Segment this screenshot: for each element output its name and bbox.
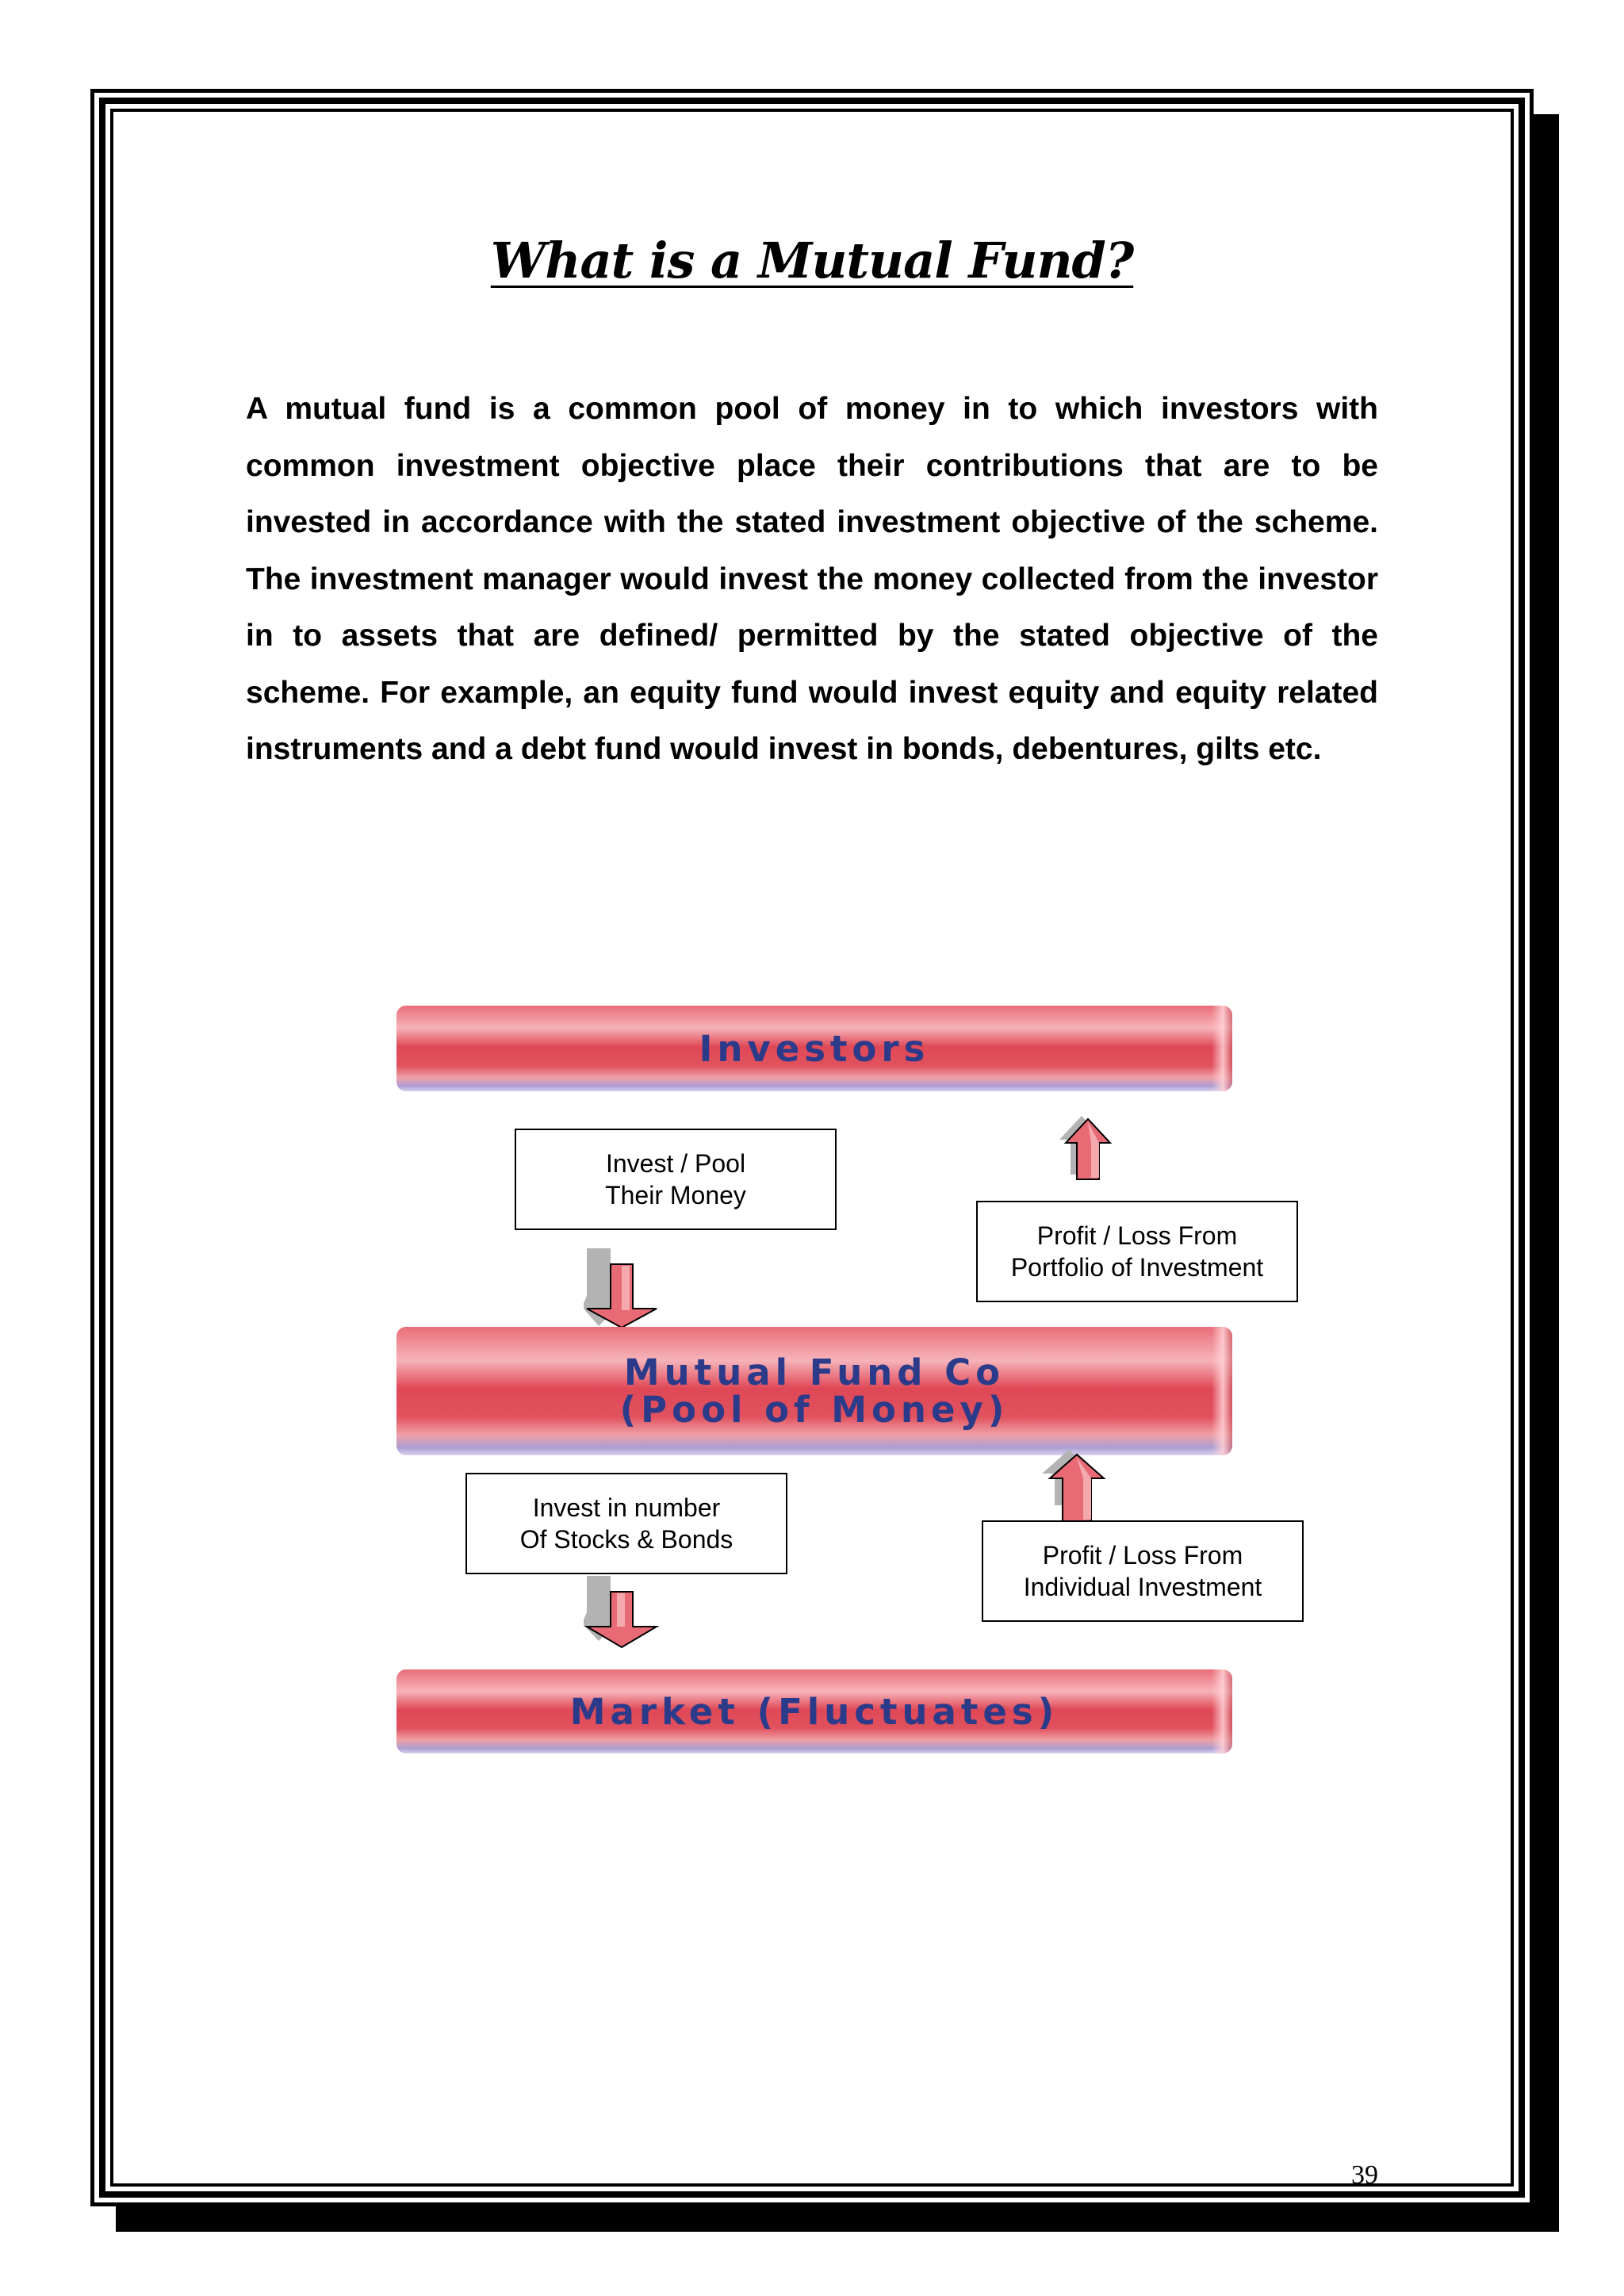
mutual-fund-bar [396, 1327, 1232, 1455]
profit-individual-line-1: Profit / Loss From [1042, 1541, 1243, 1570]
page-number: 39 [1351, 2160, 1378, 2190]
market-label: Market (Fluctuates) [569, 1690, 1059, 1733]
arrow-down-icon [584, 1574, 671, 1649]
arrow-up-icon [1040, 1445, 1120, 1521]
page-title [0, 232, 1624, 289]
mutual-fund-label-line-1: Mutual Fund Co [623, 1351, 1005, 1393]
profit-portfolio-box [976, 1201, 1298, 1302]
arrow-up-icon [1051, 1098, 1123, 1182]
invest-stocks-line-1: Invest in number [532, 1493, 721, 1522]
profit-portfolio-line-2: Portfolio of Investment [1010, 1253, 1264, 1282]
mutual-fund-label-line-2: (Pool of Money) [619, 1389, 1009, 1431]
profit-portfolio-line-1: Profit / Loss From [1036, 1221, 1238, 1250]
market-bar [396, 1669, 1232, 1754]
invest-pool-box [515, 1129, 837, 1230]
intro-paragraph: A mutual fund is a common pool of money in to which investors with common investment objective place their contributions that are to be invested in accordance with the stated investment objective of the scheme. The investment manager would invest the money collected from the investor in to assets that are defined/ permitted by the stated objective of the scheme. For example, an equity fund would invest equity and equity related instruments and a debt fund would invest in bonds, debentures, gilts etc. [246, 392, 1378, 766]
profit-individual-line-2: Individual Investment [1023, 1573, 1262, 1601]
profit-individual-box [982, 1520, 1304, 1622]
page-title-text: What is a Mutual Fund? [490, 231, 1134, 289]
investors-bar [396, 1006, 1232, 1091]
arrow-down-icon [584, 1245, 671, 1332]
invest-pool-line-2: Their Money [605, 1181, 746, 1209]
invest-stocks-line-2: Of Stocks & Bonds [519, 1525, 733, 1554]
invest-stocks-box [465, 1473, 787, 1574]
invest-pool-line-1: Invest / Pool [605, 1149, 746, 1178]
investors-label: Investors [699, 1027, 930, 1070]
